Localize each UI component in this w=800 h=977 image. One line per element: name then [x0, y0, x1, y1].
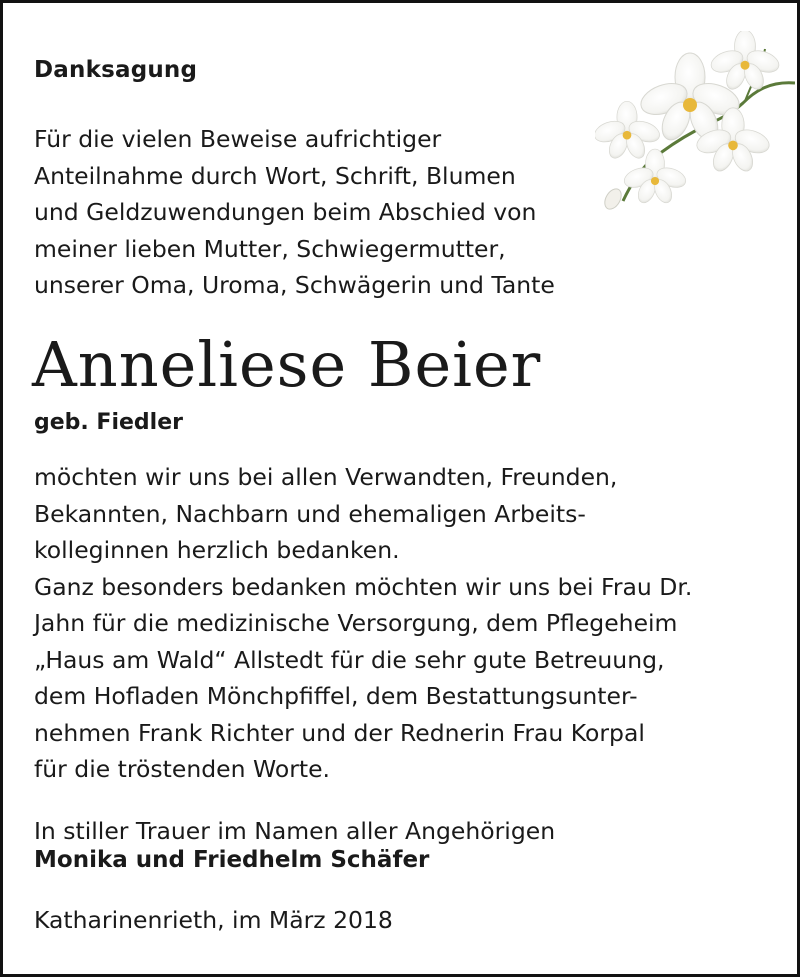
maiden-name: geb. Fiedler	[34, 410, 183, 435]
thanks-line: möchten wir uns bei allen Verwandten, Freunden,	[34, 463, 618, 491]
thanks-line: für die tröstenden Worte.	[34, 755, 330, 783]
intro-paragraph	[34, 121, 614, 304]
mourning-line: In stiller Trauer im Namen aller Angehörigen	[34, 817, 556, 845]
thanks-line: Bekannten, Nachbarn und ehemaligen Arbeits-	[34, 499, 586, 528]
intro-line: und Geldzuwendungen beim Abschied von	[34, 198, 537, 226]
intro-line: meiner lieben Mutter, Schwiegermutter,	[34, 234, 506, 263]
signers-names: Monika und Friedhelm Schäfer	[34, 847, 430, 873]
intro-line: Für die vielen Beweise aufrichtiger	[34, 125, 442, 153]
thanks-line: Jahn für die medizinische Versorgung, dem Pflegeheim	[34, 609, 678, 637]
notice-heading: Danksagung	[34, 57, 198, 83]
intro-line: unserer Oma, Uroma, Schwägerin und Tante	[34, 271, 555, 299]
thanks-line: Ganz besonders bedanken möchten wir uns bei Frau Dr.	[34, 572, 693, 601]
orchid-flower-icon	[595, 31, 795, 213]
deceased-name: Anneliese Beier	[32, 328, 542, 401]
thanks-line: kolleginnen herzlich bedanken.	[34, 536, 400, 564]
thanks-paragraph	[34, 459, 794, 788]
thanks-line: dem Hofladen Mönchpfiffel, dem Bestattungsunter-	[34, 682, 638, 710]
intro-line: Anteilnahme durch Wort, Schrift, Blumen	[34, 161, 516, 190]
thanks-line: nehmen Frank Richter und der Rednerin Frau Korpal	[34, 718, 645, 747]
place-and-date: Katharinenrieth, im März 2018	[34, 906, 393, 934]
thanks-line: „Haus am Wald“ Allstedt für die sehr gute Betreuung,	[34, 645, 665, 674]
